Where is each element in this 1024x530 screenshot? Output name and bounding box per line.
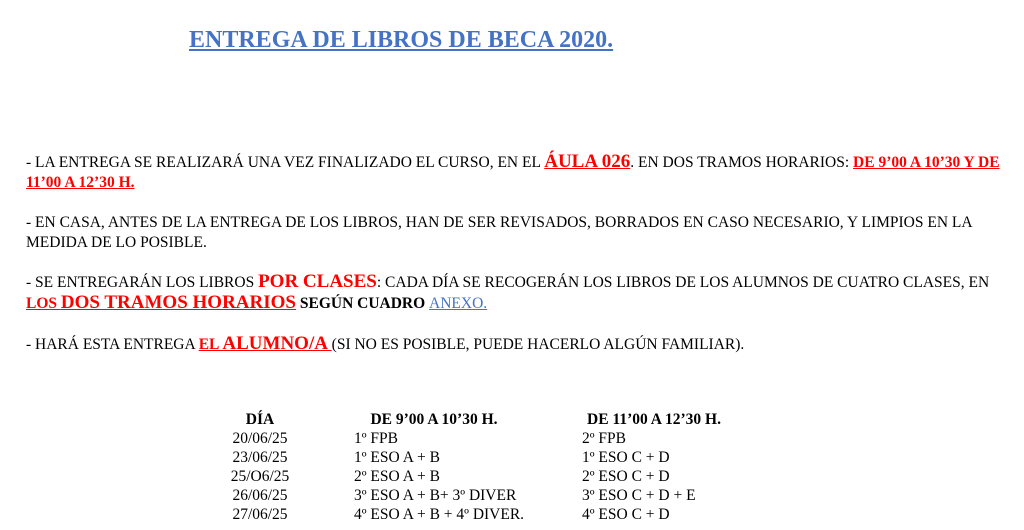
cell-late: 2º FPB xyxy=(582,430,627,447)
paragraph-book-check: - EN CASA, ANTES DE LA ENTREGA DE LOS LIBROS, HAN DE SER REVISADOS, BORRADOS EN CASO NECESARIO, Y LIMPIOS EN LA MEDIDA DE LO POSIBLE. xyxy=(26,214,972,251)
cell-morning: 1º FPB xyxy=(354,430,399,447)
segun-cuadro-text: SEGÚN CUADRO xyxy=(295,295,430,312)
paragraph-by-classes xyxy=(26,272,1006,314)
cell-morning: 3º ESO A + B+ 3º DIVER xyxy=(354,487,517,504)
schedule-header-row xyxy=(196,410,764,429)
schedule-highlight: DE 9’00 A 10’30 Y DE 11’00 A 12’30 H. xyxy=(26,154,1000,191)
cell-day: 25/O6/25 xyxy=(230,468,290,485)
table-row xyxy=(196,505,764,524)
schedule-table xyxy=(196,410,764,524)
p1-text-1: - LA ENTREGA SE REALIZARÁ UNA VEZ FINALIZADO EL CURSO, EN EL xyxy=(26,154,545,171)
p4-text-2: (SI NO ES POSIBLE, PUEDE HACERLO ALGÚN FAMILIAR). xyxy=(331,336,745,353)
header-late: DE 11’00 A 12’30 H. xyxy=(587,411,721,428)
alumno-highlight: ALUMNO/A xyxy=(222,333,332,354)
cell-day: 20/06/25 xyxy=(232,430,288,447)
cell-day: 27/06/25 xyxy=(232,506,288,523)
p4-text-1: - HARÁ ESTA ENTREGA xyxy=(26,336,199,353)
cell-late: 2º ESO C + D xyxy=(582,468,670,485)
paragraph-student-delivery xyxy=(26,334,1006,355)
cell-late: 4º ESO C + D xyxy=(582,506,670,523)
header-day: DÍA xyxy=(245,411,275,428)
paragraph-delivery-location xyxy=(26,152,1006,193)
p3-text-2: : CADA DÍA SE RECOGERÁN LOS LIBROS DE LOS ALUMNOS DE CUATRO CLASES, EN xyxy=(376,274,990,291)
aula-highlight: ÁULA 026 xyxy=(544,151,631,172)
table-row xyxy=(196,486,764,505)
cell-late: 3º ESO C + D + E xyxy=(582,487,696,504)
cell-day: 23/06/25 xyxy=(232,449,288,466)
cell-morning: 4º ESO A + B + 4º DIVER. xyxy=(354,506,525,523)
los-highlight: LOS xyxy=(26,295,61,312)
anexo-link[interactable]: ANEXO. xyxy=(429,295,488,312)
header-morning: DE 9’00 A 10’30 H. xyxy=(370,411,498,428)
por-clases-highlight: POR CLASES xyxy=(258,271,377,292)
dos-tramos-highlight: DOS TRAMOS HORARIOS xyxy=(60,292,296,313)
cell-day: 26/06/25 xyxy=(232,487,288,504)
p1-text-2: . EN DOS TRAMOS HORARIOS: xyxy=(630,154,854,171)
cell-late: 1º ESO C + D xyxy=(582,449,670,466)
table-row xyxy=(196,429,764,448)
table-row xyxy=(196,467,764,486)
cell-morning: 1º ESO A + B xyxy=(354,449,440,466)
page-title: ENTREGA DE LIBROS DE BECA 2020. xyxy=(189,27,614,53)
p3-text-1: - SE ENTREGARÁN LOS LIBROS xyxy=(26,274,259,291)
table-row xyxy=(196,448,764,467)
cell-morning: 2º ESO A + B xyxy=(354,468,440,485)
el-highlight: EL xyxy=(198,336,223,353)
